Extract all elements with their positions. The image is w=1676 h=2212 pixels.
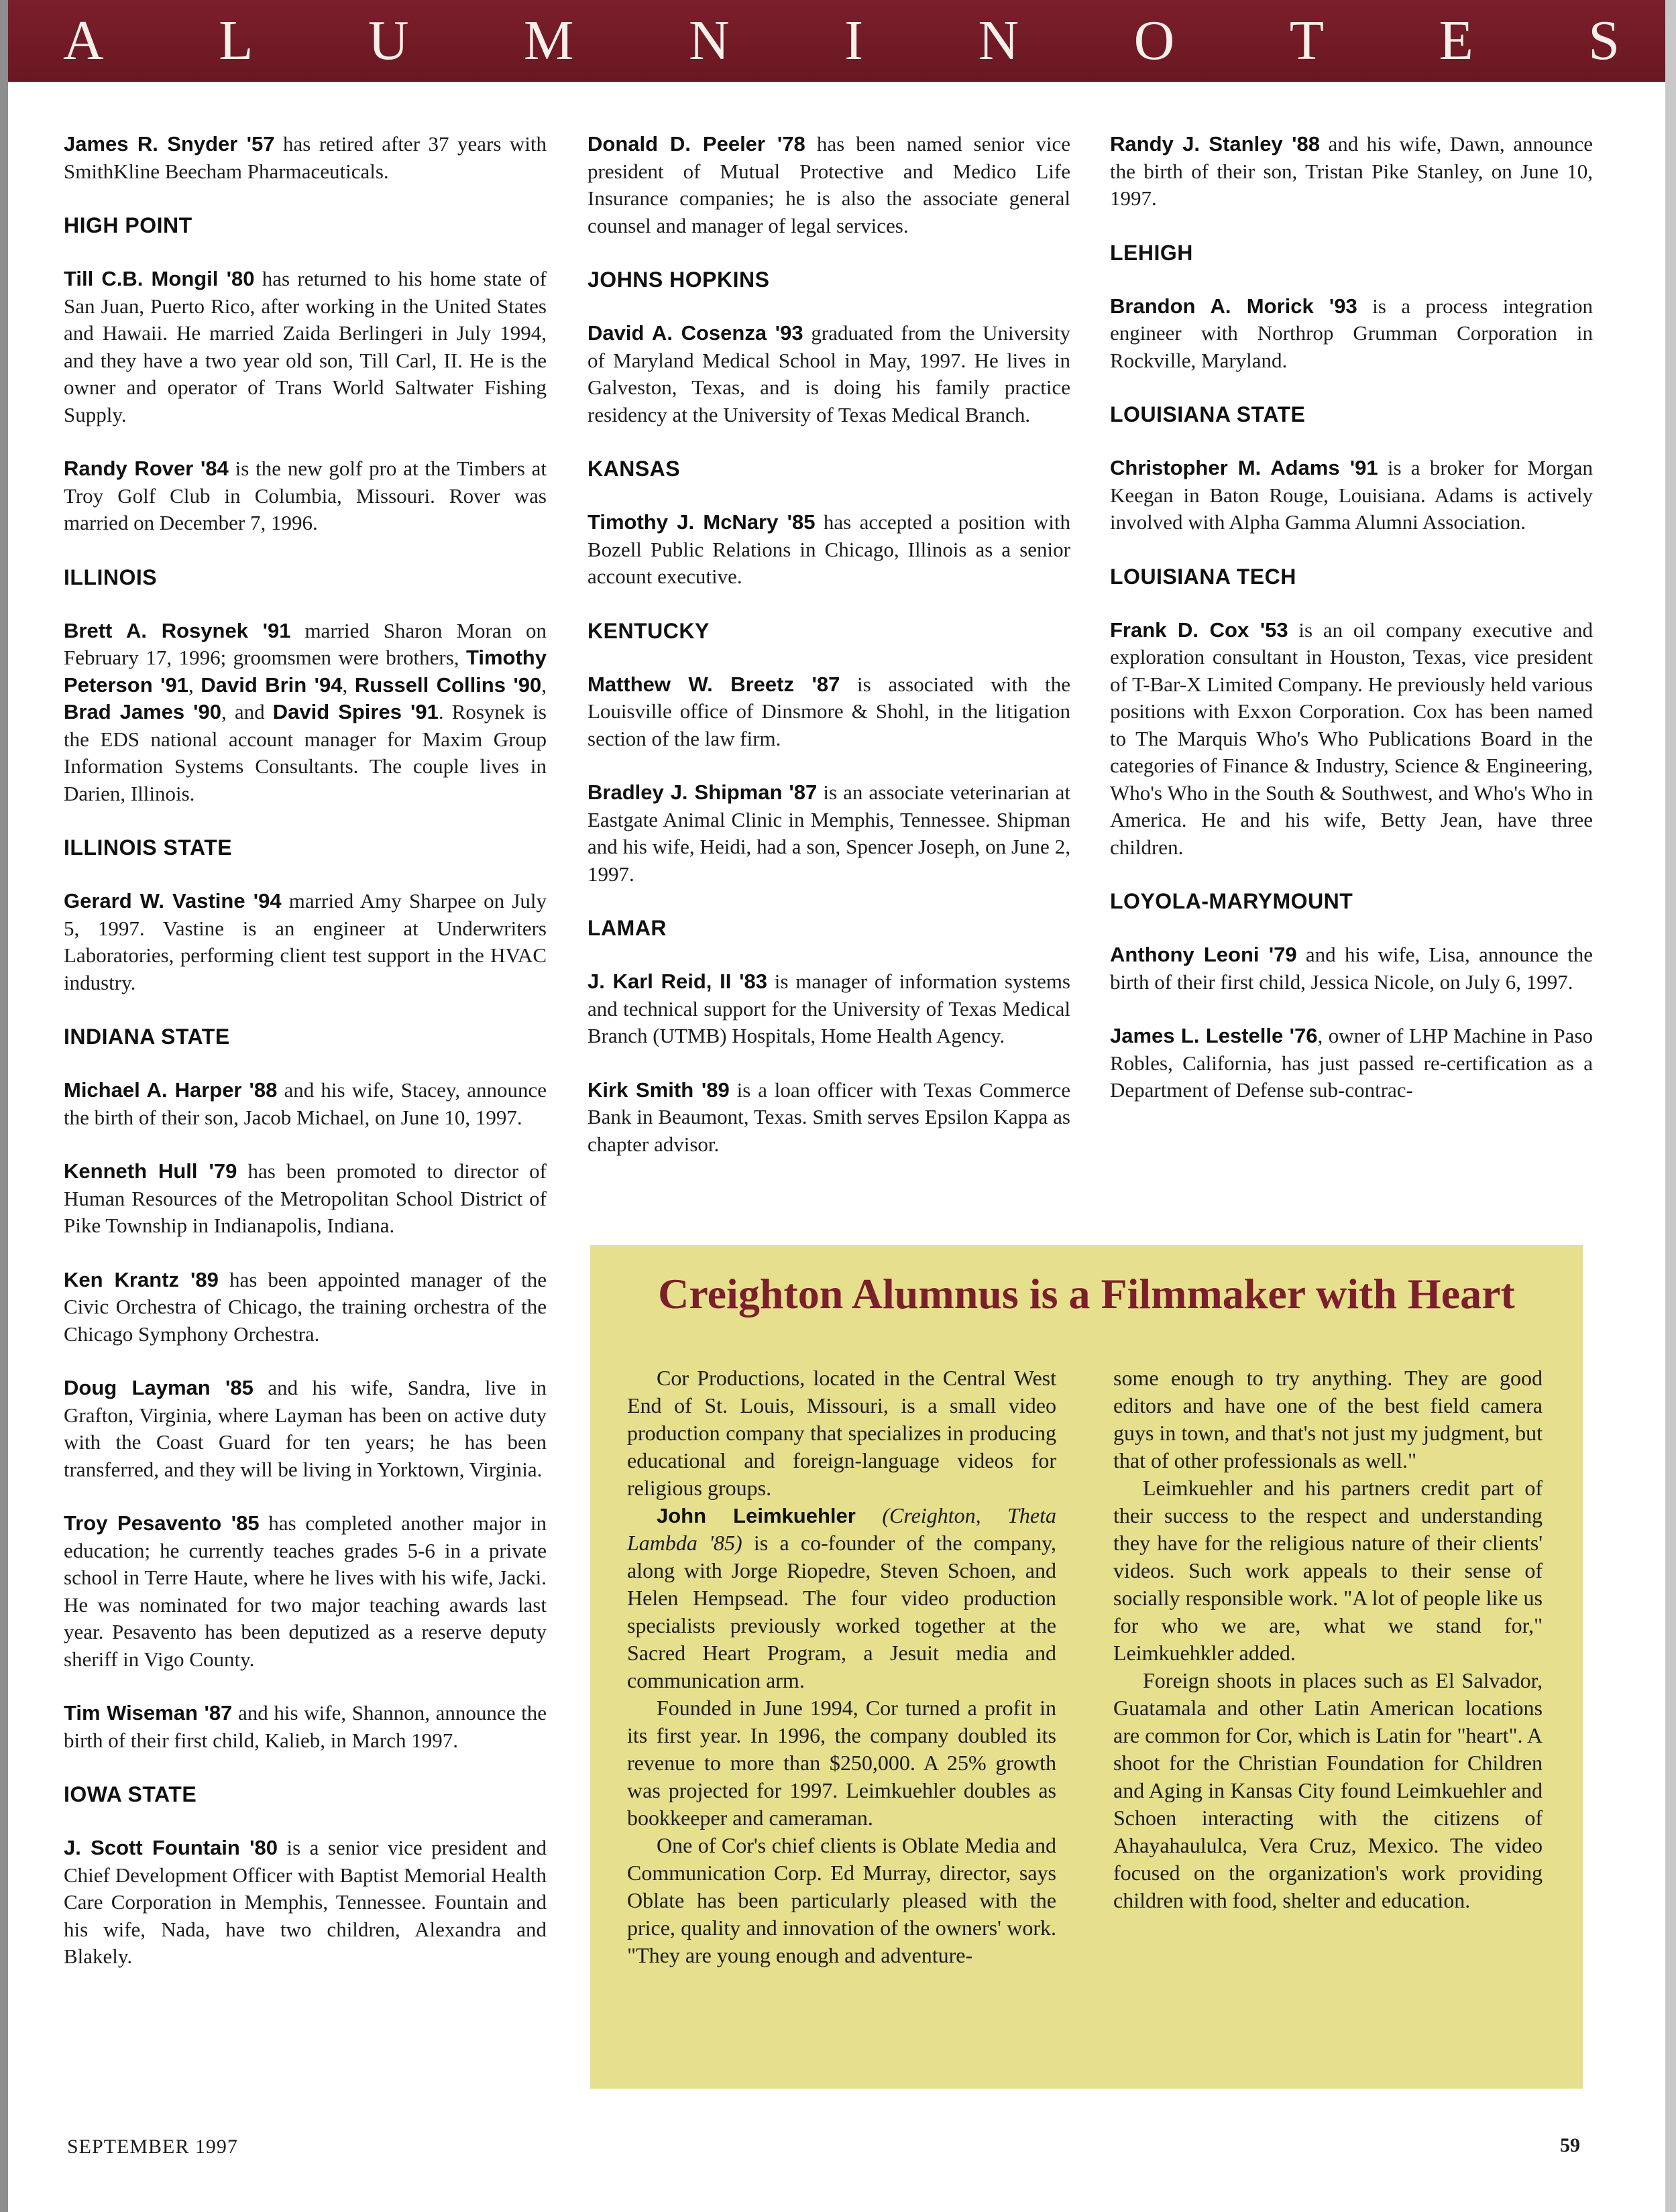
alumnus-name: Brett A. Rosynek '91 xyxy=(64,618,291,642)
alumnus-name: Christopher M. Adams '91 xyxy=(1110,456,1378,479)
feature-paragraph: Cor Productions, located in the Central West End of St. Louis, Missouri, is a small video production company that specializes in producing educational and foreign-language videos for religious groups. xyxy=(627,1366,1056,1500)
note-text: married Amy Sharpee on July 5, 1997. Vastine is an engineer at Underwriters Laboratories, performing client test support in the HVAC industry. xyxy=(64,889,547,994)
alumnus-name: Russell Collins '90 xyxy=(354,673,542,697)
alumni-note xyxy=(588,320,1070,428)
note-text: is the new golf pro at the Timbers at Troy Golf Club in Columbia, Missouri. Rover was married on December 7, 1996. xyxy=(64,457,547,534)
note-text: and his wife, Stacey, announce the birth of their son, Jacob Michael, on June 10, 1997. xyxy=(64,1078,547,1129)
alumnus-name: James R. Snyder '57 xyxy=(64,132,275,156)
banner-letter: N xyxy=(689,9,730,72)
alumnus-name: David Brin '94 xyxy=(201,673,343,697)
banner-letter: T xyxy=(1289,9,1325,72)
alumnus-name: Randy J. Stanley '88 xyxy=(1110,132,1320,156)
feature-paragraph: Foreign shoots in places such as El Salvador, Guatamala and other Latin American locations are common for Cor, which is Latin for "heart". A shoot for the Christian Foundation for Children and Aging in Kansas City found Leimkuehler and Schoen interacting with the citizens of Ahayahaululca, Vera Cruz, Mexico. The video focused on the organization's work providing children with food, shelter and education. xyxy=(1113,1668,1543,1912)
note-text: is manager of information systems and technical support for the University of Texas Medical Branch (UTMB) Hospitals, Home Health Agency. xyxy=(588,970,1070,1047)
alumni-note xyxy=(588,968,1070,1050)
note-text: has been named senior vice president of Mutual Protective and Medico Life Insurance companies; he is also the associate general counsel and manager of legal services. xyxy=(588,132,1070,237)
banner-letter: U xyxy=(368,9,409,72)
alumni-note xyxy=(64,1267,547,1348)
feature-paragraph: some enough to try anything. They are good editors and have one of the best field camera guys in town, and that's not just my judgment, but that of other professionals as well." xyxy=(1113,1366,1543,1472)
note-text: and his wife, Shannon, announce the birth of their first child, Kalieb, in March 1997. xyxy=(64,1701,547,1752)
note-text: is a loan officer with Texas Commerce Bank in Beaumont, Texas. Smith serves Epsilon Kappa as chapter advisor. xyxy=(588,1078,1070,1156)
alumnus-name: J. Karl Reid, II '83 xyxy=(588,970,767,993)
note-text: is an associate veterinarian at Eastgate Animal Clinic in Memphis, Tennessee. Shipman and his wife, Heidi, had a son, Spencer Joseph, on June 2, 1997. xyxy=(588,780,1070,886)
alumni-note xyxy=(588,779,1070,888)
page-edge-right xyxy=(1665,0,1676,2212)
note-text: has been appointed manager of the Civic Orchestra of Chicago, the training orchestra of the Chicago Symphony Orchestra. xyxy=(64,1267,547,1346)
note-text: , xyxy=(541,673,547,697)
alumnus-name: Doug Layman '85 xyxy=(64,1376,254,1399)
section-heading: HIGH POINT xyxy=(64,213,192,237)
alumnus-name: Troy Pesavento '85 xyxy=(64,1511,260,1535)
feature-title: Creighton Alumnus is a Filmmaker with Heart xyxy=(658,1270,1515,1318)
alumni-note xyxy=(1110,131,1593,213)
section-heading: IOWA STATE xyxy=(64,1782,197,1806)
section-heading: LOYOLA-MARYMOUNT xyxy=(1110,889,1353,913)
section-heading: ILLINOIS xyxy=(64,565,158,589)
note-text: and his wife, Dawn, announce the birth of their son, Tristan Pike Stanley, on June 10, 1997. xyxy=(1110,132,1593,210)
banner-letter: O xyxy=(1133,9,1175,72)
section-heading: JOHNS HOPKINS xyxy=(588,268,770,292)
alumni-note xyxy=(1110,617,1593,862)
feature-column-2 xyxy=(1113,1364,1543,1914)
banner-letter: S xyxy=(1588,9,1620,72)
alumni-note xyxy=(64,1158,547,1240)
alumni-note xyxy=(64,1077,547,1131)
alumni-note xyxy=(588,671,1070,753)
alumnus-name: David Spires '91 xyxy=(272,700,439,723)
feature-paragraph: Founded in June 1994, Cor turned a profit in its first year. In 1996, the company doubled its revenue to more than $250,000. A 25% growth was projected for 1997. Leimkuehler doubles as bookkeeper and cameraman. xyxy=(627,1696,1056,1830)
alumni-note xyxy=(64,1700,547,1754)
alumnus-name: Timothy Peterson '91 xyxy=(64,646,547,697)
note-text: , and xyxy=(221,700,273,723)
alumnus-name: Kenneth Hull '79 xyxy=(64,1159,237,1183)
alumnus-name: Ken Krantz '89 xyxy=(64,1267,219,1291)
alumni-notes-banner xyxy=(8,0,1665,82)
alumni-note xyxy=(64,618,547,808)
alumnus-name: Kirk Smith '89 xyxy=(588,1078,730,1102)
section-heading: INDIANA STATE xyxy=(64,1025,230,1049)
section-heading: ILLINOIS STATE xyxy=(64,835,233,860)
feature-person-name: John Leimkuehler xyxy=(657,1504,856,1527)
section-heading: KENTUCKY xyxy=(588,618,710,643)
note-text: is associated with the Louisville office of Dinsmore & Shohl, in the litigation section of the law firm. xyxy=(588,672,1070,750)
feature-paragraph: Leimkuehler and his partners credit part of their success to the respect and understanding they have for the religious nature of their clients' videos. Such work appeals to their sense of socially responsible work. "A lot of people like us for who we are, what we stand for," Leimkuehkler added. xyxy=(1113,1476,1543,1665)
alumni-note xyxy=(588,131,1070,239)
column-3 xyxy=(1110,131,1593,1131)
alumni-note xyxy=(64,1510,547,1673)
alumnus-name: Timothy J. McNary '85 xyxy=(588,510,816,534)
alumni-note xyxy=(64,1375,547,1483)
note-text: and his wife, Sandra, live in Grafton, Virginia, where Layman has been on active duty with the Coast Guard for ten years; he has been transferred, and they will be living in Yorktown, Virginia. xyxy=(64,1376,547,1481)
note-text: , owner of LHP Machine in Paso Robles, California, has just passed re-certification as a Department of Defense sub-contrac- xyxy=(1110,1024,1593,1102)
alumnus-name: Brad James '90 xyxy=(64,700,221,723)
feature-paragraph: One of Cor's chief clients is Oblate Media and Communication Corp. Ed Murray, director, says Oblate has been particularly pleased with the price, quality and innovation of the owners' work. "They are young enough and adventure- xyxy=(627,1833,1056,1967)
section-heading: LAMAR xyxy=(588,916,667,940)
feature-paragraph xyxy=(627,1502,1056,1694)
alumnus-name: David A. Cosenza '93 xyxy=(588,321,803,345)
note-text: . Rosynek is the EDS national account manager for Maxim Group Information Systems Consultants. The couple lives in Darien, Illinois. xyxy=(64,700,547,805)
alumnus-name: Matthew W. Breetz '87 xyxy=(588,672,840,696)
banner-letter: L xyxy=(219,9,254,72)
note-text: has been promoted to director of Human Resources of the Metropolitan School District of Pike Township in Indianapolis, Indiana. xyxy=(64,1159,547,1237)
alumnus-name: Donald D. Peeler '78 xyxy=(588,132,805,156)
note-text: has retired after 37 years with SmithKline Beecham Pharmaceuticals. xyxy=(64,132,547,183)
alumnus-name: Randy Rover '84 xyxy=(64,457,229,480)
alumni-note xyxy=(588,1077,1070,1159)
issue-date: SEPTEMBER 1997 xyxy=(67,2136,238,2158)
alumnus-name: Gerard W. Vastine '94 xyxy=(64,889,282,913)
page-edge-left xyxy=(0,0,8,2212)
note-text: has completed another major in education; he currently teaches grades 5-6 in a private school in Terre Haute, where he lives with his wife, Jacki. He was nominated for two major teaching awards last year. Pesavento has been deputized as a reserve deputy sheriff in Vigo County. xyxy=(64,1511,547,1671)
note-text: and his wife, Lisa, announce the birth of their first child, Jessica Nicole, on July 6, 1997. xyxy=(1110,943,1594,994)
banner-letter: A xyxy=(63,9,104,72)
note-text: , xyxy=(188,673,201,697)
column-1 xyxy=(64,131,547,1997)
alumnus-name: James L. Lestelle '76 xyxy=(1110,1024,1318,1047)
note-text: is a process integration engineer with Northrop Grumman Corporation in Rockville, Maryland. xyxy=(1110,294,1593,372)
alumni-note xyxy=(64,455,547,537)
alumni-note xyxy=(1110,1023,1593,1104)
alumni-note xyxy=(64,888,547,996)
banner-letter: I xyxy=(844,9,864,72)
alumnus-name: Michael A. Harper '88 xyxy=(64,1078,278,1102)
alumnus-name: Bradley J. Shipman '87 xyxy=(588,780,818,804)
alumni-note xyxy=(588,509,1070,591)
note-text: has returned to his home state of San Juan, Puerto Rico, after working in the United States and Hawaii. He married Zaida Berlingeri in July 1994, and they have a two year old son, Till Carl, II. He is the owner and operator of Trans World Saltwater Fishing Supply. xyxy=(64,267,547,426)
alumni-note xyxy=(64,131,547,185)
note-text: has accepted a position with Bozell Public Relations in Chicago, Illinois as a senior account executive. xyxy=(588,510,1070,588)
alumnus-name: Frank D. Cox '53 xyxy=(1110,618,1288,642)
alumnus-name: Brandon A. Morick '93 xyxy=(1110,294,1357,318)
banner-letter: M xyxy=(523,9,574,72)
alumni-note xyxy=(64,1835,547,1971)
feature-affiliation: (Creighton, Theta Lambda '85) xyxy=(627,1503,1056,1555)
section-heading: LOUISIANA STATE xyxy=(1110,402,1306,426)
note-text: is a broker for Morgan Keegan in Baton Rouge, Louisiana. Adams is actively involved with Alpha Gamma Alumni Association. xyxy=(1110,456,1593,534)
feature-text: is a co-founder of the company, along with Jorge Riopedre, Steven Schoen, and Helen Hempsead. The four video production specialists previously worked together at the Sacred Heart Program, a Jesuit media and communication arm. xyxy=(627,1531,1057,1692)
note-text: is a senior vice president and Chief Development Officer with Baptist Memorial Health Care Corporation in Memphis, Tennessee. Fountain and his wife, Nada, have two children, Alexandra and Blakely. xyxy=(64,1836,547,1968)
page-number: 59 xyxy=(1560,2134,1580,2156)
section-heading: KANSAS xyxy=(588,457,681,481)
alumnus-name: Anthony Leoni '79 xyxy=(1110,943,1297,966)
section-heading: LOUISIANA TECH xyxy=(1110,564,1296,589)
section-heading: LEHIGH xyxy=(1110,240,1193,265)
alumni-note xyxy=(1110,293,1593,375)
note-text: , xyxy=(342,673,355,697)
feature-sidebar xyxy=(590,1245,1583,2089)
banner-letter: N xyxy=(978,9,1019,72)
note-text: married Sharon Moran on February 17, 1996; groomsmen were brothers, xyxy=(64,618,547,669)
alumnus-name: J. Scott Fountain '80 xyxy=(64,1836,278,1859)
alumni-note xyxy=(64,266,547,428)
alumni-note xyxy=(1110,941,1593,996)
feature-column-1 xyxy=(627,1364,1056,1969)
alumnus-name: Tim Wiseman '87 xyxy=(64,1701,233,1725)
column-2 xyxy=(588,131,1070,1185)
alumni-note xyxy=(1110,455,1593,536)
note-text: is an oil company executive and exploration consultant in Houston, Texas, vice president of T-Bar-X Limited Company. He previously held various positions with Exxon Corporation. Cox has been named to The Marquis Who's Who Publications Board in the categories of Finance & Industry, Science & Engineering, Who's Who in the South & Southwest, and Who's Who in America. He and his wife, Betty Jean, have three children. xyxy=(1110,618,1593,859)
banner-letter: E xyxy=(1439,9,1473,72)
alumnus-name: Till C.B. Mongil '80 xyxy=(64,267,255,290)
note-text: graduated from the University of Maryland Medical School in May, 1997. He lives in Galveston, Texas, and is doing his family practice residency at the University of Texas Medical Branch. xyxy=(588,321,1070,426)
